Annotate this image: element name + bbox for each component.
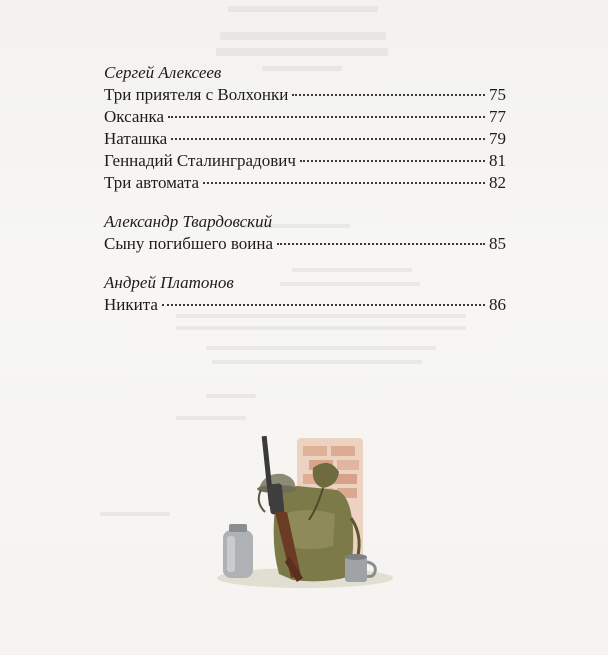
toc-section-alekseev [104,62,506,194]
show-through-line [176,416,246,420]
show-through-line [206,346,436,350]
toc-entry[interactable] [104,172,506,194]
show-through-line [212,360,422,364]
toc-entry-title: Наташка [104,129,168,148]
show-through-line [100,512,170,516]
toc-entry[interactable] [104,150,506,172]
toc-entry-title: Оксанка [104,107,165,126]
toc-entry-title: Три автомата [104,173,200,192]
section-spacer [104,194,506,211]
toc-entry[interactable] [104,294,506,316]
toc-author: Александр Твардовский [104,212,273,231]
toc-entry-page: 82 [489,173,506,192]
table-of-contents [104,62,506,316]
toc-entry-page: 81 [489,151,506,170]
mug-icon [345,554,375,582]
section-spacer [104,255,506,272]
toc-entry-page: 77 [489,107,506,126]
toc-author: Андрей Платонов [104,273,234,292]
toc-section-platonov [104,272,506,316]
show-through-line [220,32,386,40]
toc-leader-dots [162,304,485,306]
toc-entry-title: Три приятеля с Волхонки [104,85,289,104]
toc-entry-page: 79 [489,129,506,148]
show-through-line [176,326,466,330]
toc-leader-dots [277,243,485,245]
toc-entry-title: Никита [104,295,158,314]
toc-leader-dots [171,138,485,140]
show-through-line [216,48,388,56]
toc-entry-page: 85 [489,234,506,253]
toc-author: Сергей Алексеев [104,63,222,82]
show-through-line [228,6,378,12]
toc-leader-dots [300,160,485,162]
toc-entry-page: 86 [489,295,506,314]
toc-entry-page: 75 [489,85,506,104]
show-through-line [206,394,256,398]
toc-entry[interactable] [104,84,506,106]
toc-entry-title: Геннадий Сталинградович [104,151,296,170]
canteen-icon [223,524,253,578]
toc-leader-dots [168,116,485,118]
toc-leader-dots [292,94,485,96]
toc-entry[interactable] [104,128,506,150]
toc-entry[interactable] [104,106,506,128]
toc-section-tvardovsky [104,211,506,255]
soldier-gear-illustration-icon [205,428,395,603]
toc-entry[interactable] [104,233,506,255]
toc-leader-dots [203,182,485,184]
toc-entry-title: Сыну погибшего воина [104,234,274,253]
